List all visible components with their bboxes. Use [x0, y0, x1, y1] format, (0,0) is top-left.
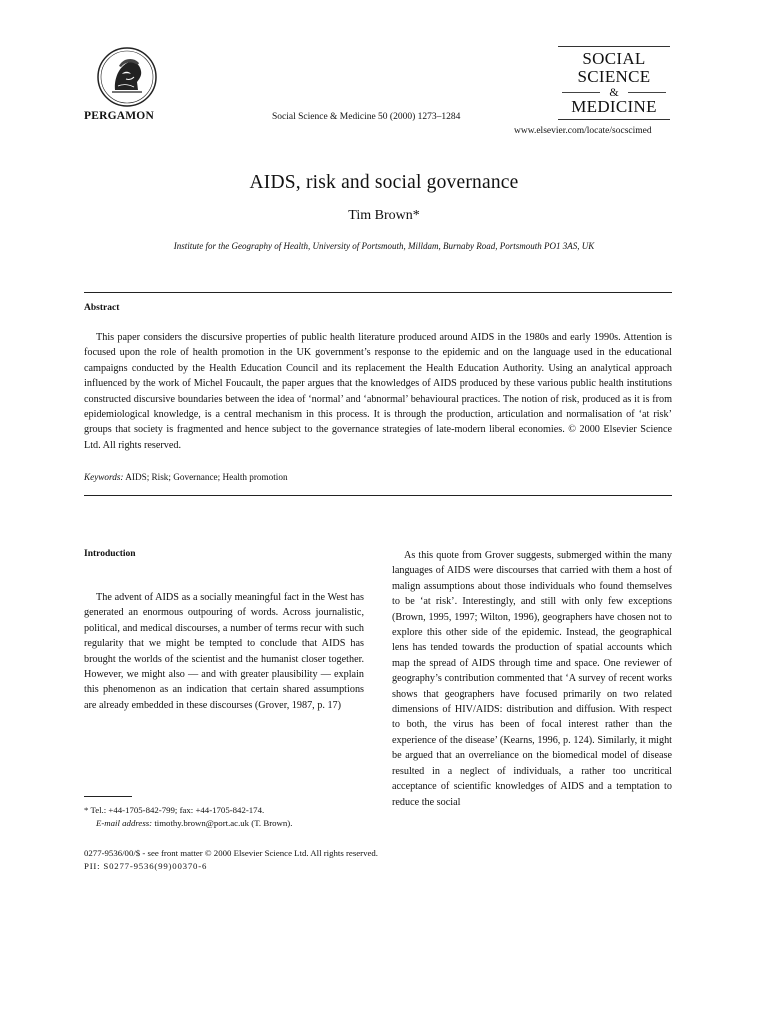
journal-citation: Social Science & Medicine 50 (2000) 1273–1284 [272, 112, 461, 122]
author-affiliation: Institute for the Geography of Health, University of Portsmouth, Milldam, Burnaby Road, Portsmouth PO1 3AS, UK [173, 241, 595, 251]
pii-line: PII: S0277-9536(99)00370-6 [84, 861, 208, 871]
copyright-block [84, 847, 378, 873]
keywords-list: AIDS; Risk; Governance; Health promotion [125, 472, 288, 482]
journal-title-ampersand: & [558, 86, 670, 98]
introduction-heading: Introduction [84, 549, 136, 559]
abstract-rule-bottom [84, 495, 672, 496]
body-column-left-quote: The advent of AIDS as a socially meaningful fact in the West has generated an enormous outpouring of words. Across journalistic, political, and medical discourses, a number of terms recur with such regularity that we might be tempted to conclude that AIDS has brought the worlds of the scientist and the humanist closer together. However, we might also — and with greater plausibility — explain this phenomenon as an indication that certain shared assumptions are already embedded in these discourses (Grover, 1987, p. 17) [84, 592, 364, 711]
publisher-logo-seal [96, 46, 158, 108]
journal-title-rule-bottom [558, 119, 670, 120]
footnote-contact: * Tel.: +44-1705-842-799; fax: +44-1705-842-174. [84, 805, 265, 815]
journal-title-box [558, 46, 670, 120]
journal-title-rule-top [558, 46, 670, 47]
footnote-email: timothy.brown@port.ac.uk (T. Brown). [154, 818, 293, 828]
publisher-name: PERGAMON [84, 110, 154, 122]
journal-title-line-2: SCIENCE [577, 67, 651, 86]
footnote-email-label: E-mail address: [96, 818, 153, 828]
body-column-right: As this quote from Grover suggests, submerged within the many languages of AIDS were discourses that carried with them a host of malign assumptions about those individuals who found themselves to be ‘at risk’. Interestingly, and still with only few exceptions (Brown, 1995, 1997; Wilton, 1996), geographers have chosen not to explore this other side of the epidemic. Instead, the geographical lens has tended towards the production of spatial accounts which map the spread of AIDS through time and space. One reviewer of geography’s contribution commented that ‘A survey of recent works shows that geographers have focused primarily on two related dimensions of HIV/AIDS: distribution and diffusion. With respect to both, the virus has been of focal interest rather than the experience of the disease’ (Kearns, 1996, p. 124). Similarly, it might be argued that an overreliance on the biomedical model of disease resulted in a neglect of individuals, a rather too uncritical acceptance of scientific knowledges of AIDS and a temptation to reduce the social [392, 550, 672, 808]
journal-title-line-4: MEDICINE [571, 97, 657, 116]
author-footnote [84, 804, 364, 830]
journal-url: www.elsevier.com/locate/socscimed [514, 126, 652, 136]
journal-title-line-1: SOCIAL [582, 49, 646, 68]
abstract-heading: Abstract [84, 303, 120, 313]
abstract-text: This paper considers the discursive properties of public health literature produced around AIDS in the 1980s and early 1990s. Attention is focused upon the role of health promotion in the UK government’s response to the epidemic and on the language used in the educational campaigns conducted by the Health Education Council and its replacement the Health Education Authority. Using an analytical approach influenced by the work of Michel Foucault, the paper argues that the knowledges of AIDS produced by these various public health institutions constructed discursive boundaries between the idea of ‘normal’ and ‘abnormal’ behavioural practices. The notion of risk, produced as it is from epidemiological knowledge, is a central mechanism in this process. It is through the production, articulation and normalisation of ‘at risk’ groups that society is fragmented and hence subject to the governance strategies of late-modern liberal economies. © 2000 Elsevier Science Ltd. All rights reserved. [84, 332, 672, 451]
footnote-rule [84, 796, 132, 797]
article-title: AIDS, risk and social governance [249, 172, 519, 193]
keywords-label: Keywords: [84, 472, 124, 482]
keywords [84, 472, 288, 482]
abstract-rule-top [84, 292, 672, 293]
front-matter-line: 0277-9536/00/$ - see front matter © 2000 Elsevier Science Ltd. All rights reserved. [84, 848, 378, 858]
article-author: Tim Brown* [348, 208, 420, 223]
